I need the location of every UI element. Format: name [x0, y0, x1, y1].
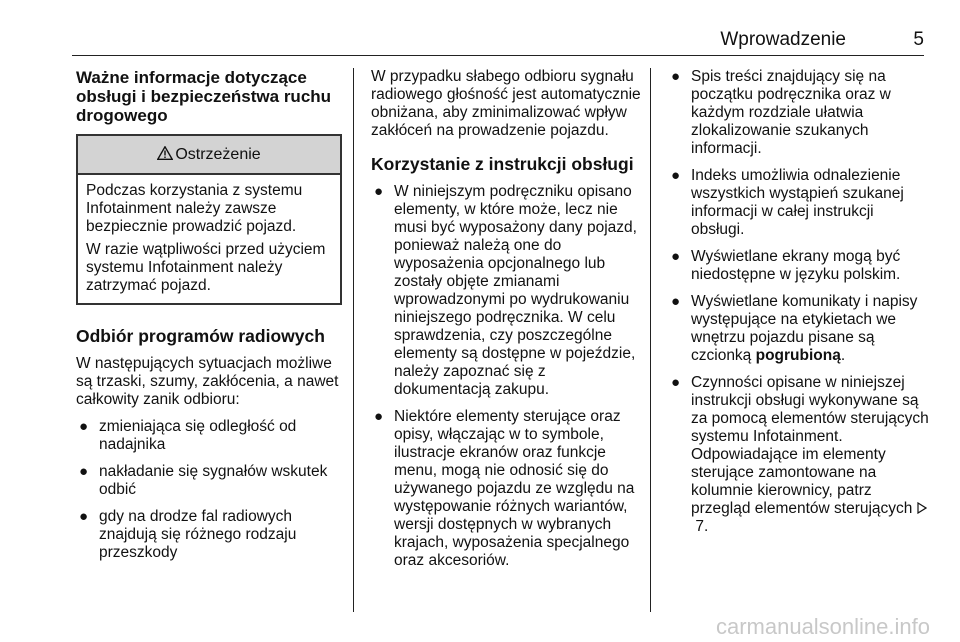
section-heading-manual: Korzystanie z instrukcji obsługi — [371, 154, 634, 174]
list-item: ● Czynności opisane w niniejszej instrukcji obsługi wykonywane są za pomocą elementów sterujących systemu Infotainment. Odpowiadające im elementy sterujące zamontowane na kolumnie kierownicy, patrz przegląd elementów sterujących 7. — [671, 374, 929, 535]
page-number: 5 — [913, 29, 924, 50]
bullet-icon: ● — [79, 463, 89, 480]
column-right — [668, 68, 930, 536]
warning-triangle-icon — [157, 136, 173, 173]
column-middle — [371, 68, 641, 570]
warning-box — [76, 134, 342, 305]
bullet-icon: ● — [374, 408, 384, 425]
page-header — [72, 27, 924, 56]
bullet-icon: ● — [374, 183, 384, 200]
page-reference-link[interactable]: 7 — [695, 518, 704, 535]
radio-intro: W następujących sytuacjach możliwe są trzaski, szumy, zakłócenia, a nawet całkowity zanik odbioru: — [76, 355, 339, 408]
bullet-icon: ● — [671, 248, 681, 265]
warning-header — [78, 136, 340, 175]
list-item: ● Wyświetlane komunikaty i napisy występujące na etykietach we wnętrzu pojazdu pisane są czcionką pogrubioną. — [671, 293, 918, 364]
list-item: ● zmieniająca się odległość od nadajnika — [79, 418, 297, 453]
warning-paragraph: W razie wątpliwości przed użyciem systemu Infotainment należy zatrzymać pojazd. — [86, 241, 326, 294]
radio-continuation: W przypadku słabego odbioru sygnału radiowego głośność jest automatycznie obniżana, aby zminimalizować wpływ zakłóceń na prowadzenie pojazdu. — [371, 68, 641, 139]
warning-paragraph: Podczas korzystania z systemu Infotainment należy zawsze bezpiecznie prowadzić pojazd. — [86, 182, 303, 235]
bold-example: pogrubioną — [755, 347, 841, 364]
bullet-icon: ● — [79, 418, 89, 435]
manual-list — [371, 183, 641, 570]
list-item: ● gdy na drodze fal radiowych znajdują się różnego rodzaju przeszkody — [79, 508, 297, 561]
list-item: ● Wyświetlane ekrany mogą być niedostępne w języku polskim. — [671, 248, 901, 283]
warning-title: Ostrzeżenie — [175, 146, 261, 163]
manual-list-continued — [668, 68, 930, 536]
list-item: ● nakładanie się sygnałów wskutek odbić — [79, 463, 328, 498]
page-reference-icon — [917, 500, 927, 517]
bullet-icon: ● — [79, 508, 89, 525]
warning-body — [78, 175, 340, 303]
column-divider — [353, 68, 354, 612]
list-item: ● Indeks umożliwia odnalezienie wszystkich wystąpień szukanej informacji w całej instrukcji obsługi. — [671, 167, 904, 238]
list-item: ● Spis treści znajdujący się na początku podręcznika oraz w każdym rozdziale ułatwia zlokalizowanie szukanych informacji. — [671, 68, 891, 157]
watermark: carmanualsonline.info — [715, 614, 930, 639]
section-heading-radio: Odbiór programów radiowych — [76, 326, 325, 346]
bullet-icon: ● — [671, 167, 681, 184]
radio-list — [76, 418, 346, 562]
bullet-icon: ● — [671, 374, 681, 391]
column-divider — [650, 68, 651, 612]
bullet-icon: ● — [671, 68, 681, 85]
column-left — [76, 68, 346, 562]
list-item: ● Niektóre elementy sterujące oraz opisy, włączając w to symbole, ilustracje ekranów oraz funkcje menu, mogą nie odnosić się do używanego pojazdu ze względu na występowanie różnych wariantów, wersji dostępnych w wybranych krajach, wyposażenia specjalnego oraz akcesoriów. — [374, 408, 635, 569]
section-heading-safety: Ważne informacje dotyczące obsługi i bezpieczeństwa ruchu drogowego — [76, 68, 332, 125]
list-item: ● W niniejszym podręczniku opisano elementy, w które może, lecz nie musi być wyposażony dany pojazd, ponieważ należą one do wyposażenia opcjonalnego lub zostały objęte zmianami wprowadzonymi po wydrukowaniu niniejszego podręcznika. W celu sprawdzenia, czy poszczególne elementy są dostępne w pojeździe, należy zapoznać się z dokumentacją zakupu. — [374, 183, 637, 398]
chapter-title: Wprowadzenie — [720, 29, 846, 50]
bullet-icon: ● — [671, 293, 681, 310]
